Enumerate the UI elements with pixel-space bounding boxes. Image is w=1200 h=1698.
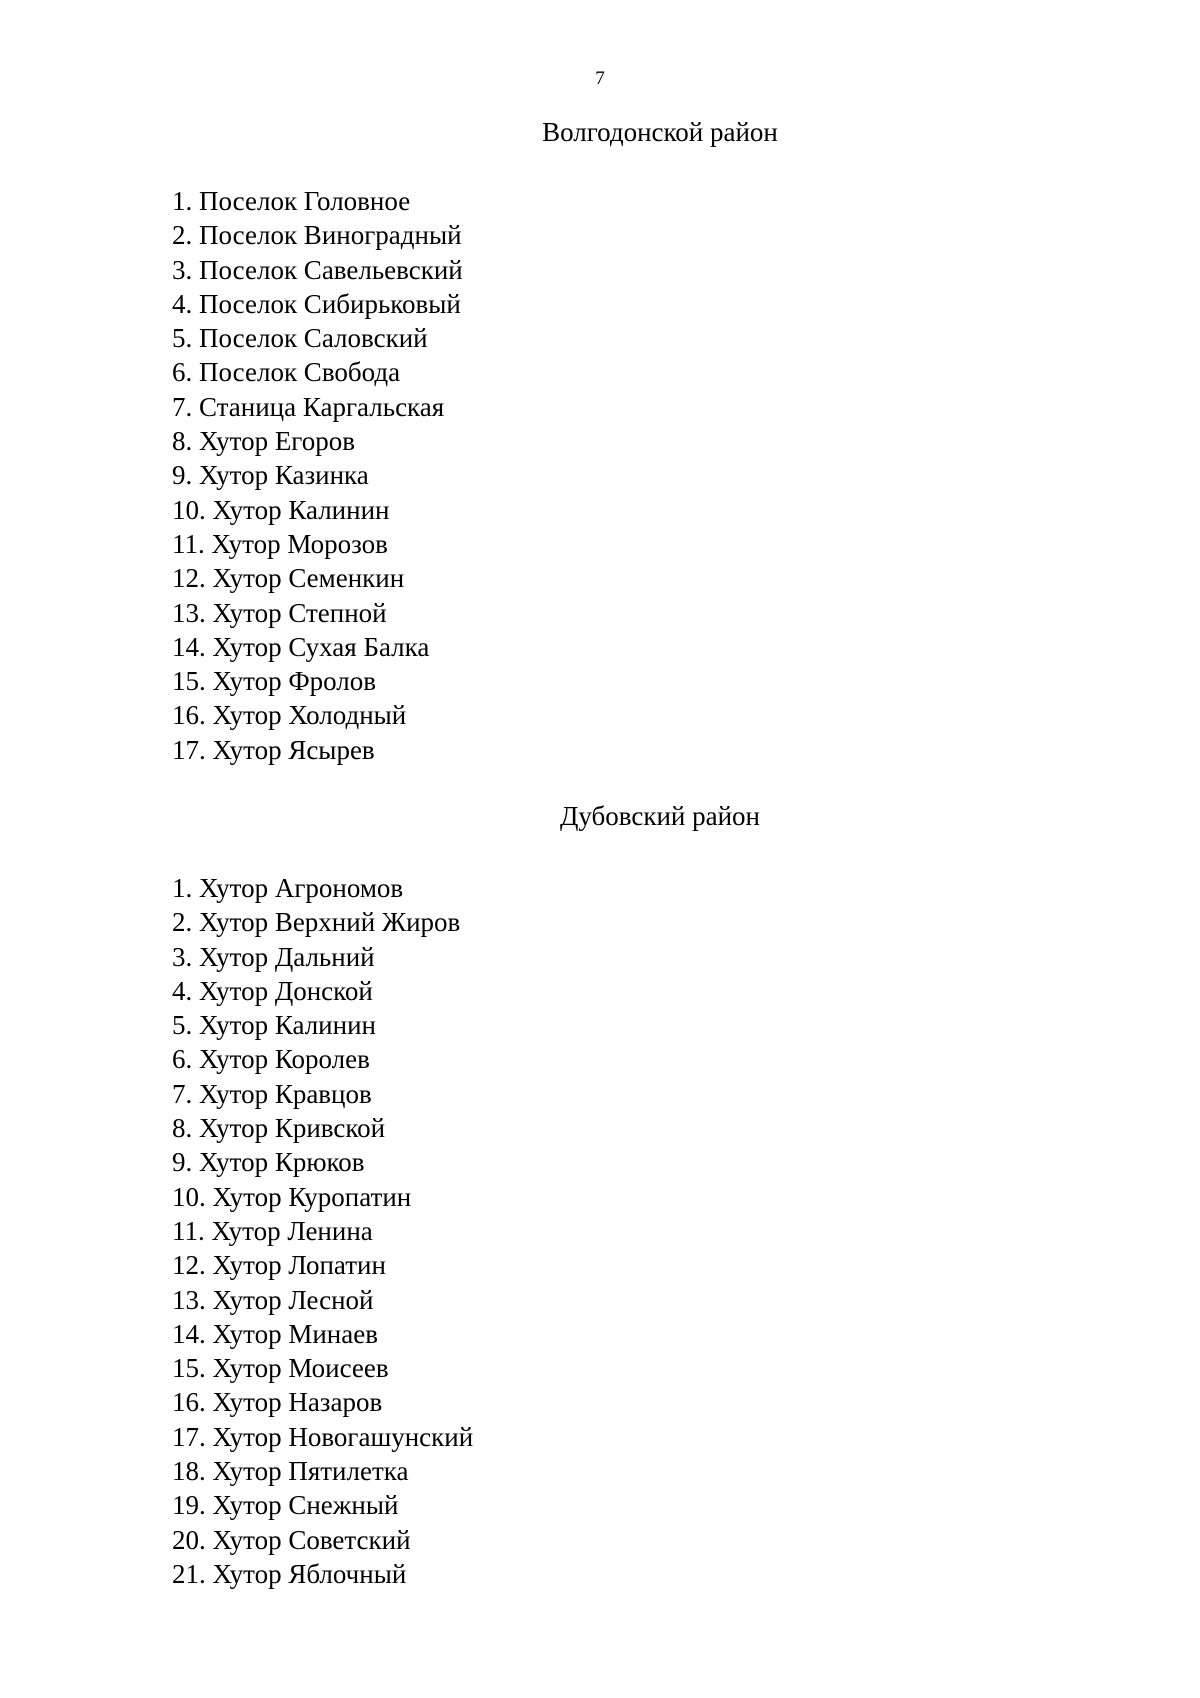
settlement-list-item: 18. Хутор Пятилетка [172, 1456, 409, 1487]
settlement-list-item: 13. Хутор Степной [172, 597, 387, 628]
settlement-list-item: 5. Поселок Саловский [172, 323, 428, 354]
settlement-list-item: 10. Хутор Куропатин [172, 1181, 412, 1212]
section-heading-dubovsky: Дубовский район [559, 801, 761, 831]
settlement-list-item: 6. Поселок Свобода [172, 357, 401, 388]
settlement-list-item: 17. Хутор Ясырев [172, 734, 375, 765]
settlement-list-item: 3. Поселок Савельевский [172, 254, 463, 285]
settlement-list-item: 8. Хутор Кривской [172, 1113, 386, 1144]
settlement-list-item: 8. Хутор Егоров [172, 426, 355, 457]
settlement-list-item: 9. Хутор Крюков [172, 1147, 365, 1178]
settlement-list-item: 2. Хутор Верхний Жиров [172, 907, 461, 938]
settlement-list-item: 6. Хутор Королев [172, 1044, 370, 1075]
settlement-list-item: 16. Хутор Назаров [172, 1387, 383, 1418]
settlement-list-item: 16. Хутор Холодный [172, 700, 407, 731]
settlement-list-item: 1. Хутор Агрономов [172, 873, 404, 903]
settlement-list-item: 1. Поселок Головное [172, 186, 411, 216]
settlement-list-item: 3. Хутор Дальний [172, 941, 375, 972]
settlement-list-item: 14. Хутор Сухая Балка [172, 631, 430, 662]
section-heading-volgodonskoy: Волгодонской район [542, 117, 778, 147]
settlement-list-item: 9. Хутор Казинка [172, 460, 369, 491]
settlement-list-item: 14. Хутор Минаев [172, 1318, 378, 1349]
settlement-list-item: 13. Хутор Лесной [172, 1284, 374, 1315]
settlement-list-item: 20. Хутор Советский [172, 1524, 411, 1555]
settlement-list-item: 7. Хутор Кравцов [172, 1078, 372, 1109]
settlement-list-item: 2. Поселок Виноградный [172, 220, 462, 251]
settlement-list-item: 7. Станица Каргальская [172, 391, 445, 422]
settlement-list-item: 21. Хутор Яблочный [172, 1558, 407, 1589]
settlement-list-item: 4. Поселок Сибирьковый [172, 288, 461, 319]
settlement-list-item: 12. Хутор Лопатин [172, 1250, 386, 1281]
settlement-list-item: 11. Хутор Морозов [172, 528, 388, 559]
settlement-list-item: 11. Хутор Ленина [172, 1215, 373, 1246]
settlement-list-dubovsky [172, 871, 473, 1591]
settlement-list-item: 5. Хутор Калинин [172, 1010, 376, 1041]
settlement-list-item: 15. Хутор Фролов [172, 666, 377, 697]
settlement-list-item: 17. Хутор Новогашунский [172, 1421, 474, 1452]
settlement-list-volgodonskoy [172, 184, 463, 767]
settlement-list-item: 15. Хутор Моисеев [172, 1353, 389, 1384]
settlement-list-item: 4. Хутор Донской [172, 975, 373, 1006]
page-number: 7 [595, 68, 605, 89]
settlement-list-item: 10. Хутор Калинин [172, 494, 390, 525]
settlement-list-item: 19. Хутор Снежный [172, 1490, 399, 1521]
settlement-list-item: 12. Хутор Семенкин [172, 563, 405, 594]
